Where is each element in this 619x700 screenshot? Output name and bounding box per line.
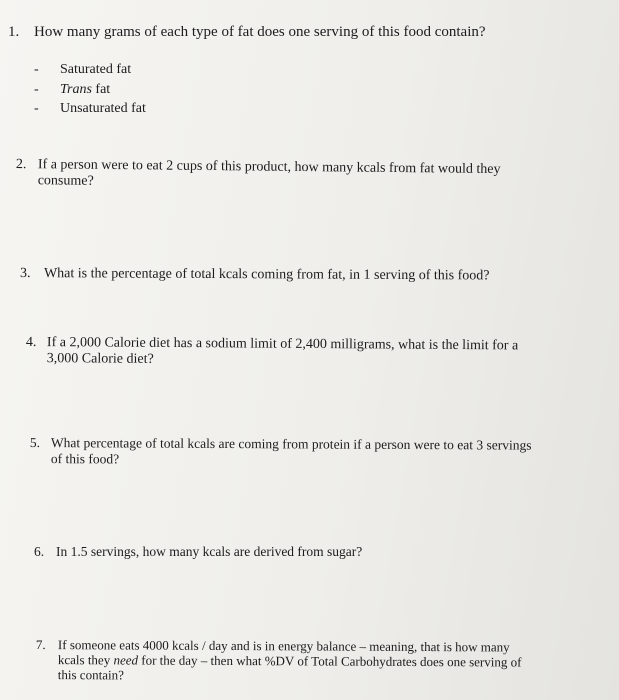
dash-marker: - <box>34 101 39 116</box>
question-number: 5. <box>29 435 41 451</box>
question-text-continued: consume? <box>37 173 94 189</box>
question-1 <box>8 24 486 40</box>
list-item-label: fat <box>91 81 111 97</box>
list-item-label: Saturated fat <box>60 62 132 77</box>
question-text: If someone eats 4000 kcals / day and is in energy balance – meaning, that is how many <box>57 637 510 655</box>
question-3 <box>20 266 490 284</box>
question-number: 1. <box>8 24 20 40</box>
question-number: 2. <box>15 157 27 173</box>
question-text: If a 2,000 Calorie diet has a sodium limit of 2,400 milligrams, what is the limit for a <box>46 335 519 354</box>
question-number: 6. <box>34 544 45 559</box>
question-text-continued: 3,000 Calorie diet? <box>46 351 154 367</box>
list-item-label: Unsaturated fat <box>60 101 146 116</box>
question-number: 7. <box>35 637 46 653</box>
question-7 <box>36 637 522 685</box>
question-number: 4. <box>25 335 37 351</box>
question-text-segment: kcals they <box>57 652 114 668</box>
question-5 <box>30 435 532 470</box>
list-item <box>34 60 146 80</box>
list-item-emphasis: Trans <box>60 81 92 97</box>
question-2 <box>16 157 501 194</box>
question-number: 3. <box>19 266 31 282</box>
question-text: What is the percentage of total kcals coming from fat, in 1 serving of this food? <box>43 266 490 284</box>
question-text-emphasis: need <box>113 652 139 668</box>
fat-type-list <box>34 60 146 119</box>
question-text-continued: this contain? <box>57 667 124 683</box>
question-6 <box>34 544 362 560</box>
question-text-continued: of this food? <box>50 451 120 467</box>
question-4 <box>26 335 518 370</box>
question-text: What percentage of total kcals are coming from protein if a person were to eat 3 servings <box>50 435 532 453</box>
dash-marker: - <box>34 62 39 77</box>
question-text-segment: for the day – then what %DV of Total Carbohydrates does one serving of <box>137 652 522 670</box>
question-text: In 1.5 servings, how many kcals are derived from sugar? <box>56 544 363 559</box>
list-item <box>34 80 146 100</box>
list-item <box>34 99 146 119</box>
question-text: How many grams of each type of fat does one serving of this food contain? <box>34 24 486 40</box>
question-text: If a person were to eat 2 cups of this product, how many kcals from fat would they <box>37 157 501 178</box>
dash-marker: - <box>34 81 39 97</box>
